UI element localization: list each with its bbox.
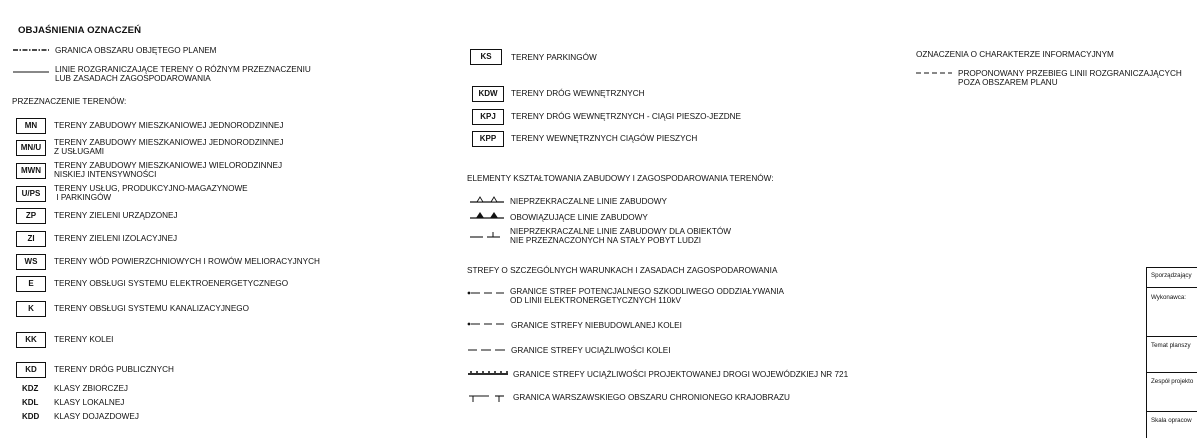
zone-label-landscape-area: GRANICA WARSZAWSKIEGO OBSZARU CHRONIONEGO KRAJOBRAZU <box>513 393 790 402</box>
road-class-code-kdz: KDZ <box>22 384 39 393</box>
land-use-label-kd: TERENY DRÓG PUBLICZNYCH <box>54 365 174 374</box>
building-elements-heading: ELEMENTY KSZTAŁTOWANIA ZABUDOWY I ZAGOSPODAROWANIA TERENÓW: <box>467 174 774 183</box>
land-use-label-zi: TERENY ZIELENI IZOLACYJNEJ <box>54 234 178 243</box>
land-use-label-e: TERENY OBSŁUGI SYSTEMU ELEKTROENERGETYCZNEGO <box>54 279 289 288</box>
zone-label-railway-nuisance: GRANICE STREFY UCIĄŻLIWOŚCI KOLEI <box>511 346 671 355</box>
title-block-divider <box>1146 372 1197 373</box>
land-use-label-mwn: TERENY ZABUDOWY MIESZKANIOWEJ WIELORODZINNEJ NISKIEJ INTENSYWNOŚCI <box>54 161 283 180</box>
code-box-mwn: MWN <box>16 163 46 179</box>
zone-label-power-line: GRANICE STREF POTENCJALNEGO SZKODLIWEGO ODDZIAŁYWANIA OD LINII ELEKTRONERGETYCZNYCH 110kV <box>510 287 785 306</box>
land-use-label-k: TERENY OBSŁUGI SYSTEMU KANALIZACYJNEGO <box>54 304 250 313</box>
title-block-prepared-by: Sporządzający <box>1151 272 1192 279</box>
middle-label-kpp: TERENY WEWNĘTRZNYCH CIĄGÓW PIESZYCH <box>511 134 698 143</box>
title-block-contractor: Wykonawca: <box>1151 294 1187 301</box>
dividing-lines-label: LINIE ROZGRANICZAJĄCE TERENY O RÓŻNYM PRZEZNACZENIU LUB ZASADACH ZAGOSPODAROWANIA <box>55 65 311 84</box>
code-box-ws: WS <box>16 254 46 270</box>
code-box-mn: MN <box>16 118 46 134</box>
code-box-zp: ZP <box>16 208 46 224</box>
building-line-label-3: NIEPRZEKRACZALNE LINIE ZABUDOWY DLA OBIEKTÓW NIE PRZEZNACZONYCH NA STAŁY POBYT LUDZI <box>510 227 731 246</box>
land-use-label-mn: TERENY ZABUDOWY MIESZKANIOWEJ JEDNORODZINNEJ <box>54 121 284 130</box>
power-line-zone-symbol <box>467 290 505 296</box>
plan-boundary-label: GRANICA OBSZARU OBJĘTEGO PLANEM <box>55 46 217 55</box>
code-box-ks: KS <box>470 49 502 65</box>
land-use-label-zp: TERENY ZIELENI URZĄDZONEJ <box>54 211 178 220</box>
code-box-ups: U/PS <box>16 186 46 202</box>
road-class-label-kdd: KLASY DOJAZDOWEJ <box>54 412 139 421</box>
title-block-subject: Temat planszy <box>1151 342 1191 349</box>
title-block-scale: Skala opracow <box>1151 417 1192 424</box>
middle-label-kdw: TERENY DRÓG WEWNĘTRZNYCH <box>511 89 645 98</box>
mandatory-building-line-symbol <box>470 211 504 219</box>
code-box-k: K <box>16 301 46 317</box>
zone-label-railway-nonbuilding: GRANICE STREFY NIEBUDOWLANEJ KOLEI <box>511 321 682 330</box>
code-box-kd: KD <box>16 362 46 378</box>
railway-nuisance-zone-symbol <box>468 347 506 353</box>
code-box-kk: KK <box>16 332 46 348</box>
non-exceedable-building-line-symbol <box>470 195 504 203</box>
non-residential-building-line-symbol <box>470 231 504 239</box>
code-box-mnu: MN/U <box>16 140 46 156</box>
dividing-line-symbol <box>13 70 49 74</box>
landscape-area-boundary-symbol <box>469 394 505 403</box>
middle-label-ks: TERENY PARKINGÓW <box>511 53 597 62</box>
title-block-divider <box>1146 411 1197 412</box>
code-box-kpp: KPP <box>472 131 504 147</box>
land-use-label-mnu: TERENY ZABUDOWY MIESZKANIOWEJ JEDNORODZINNEJ Z USŁUGAMI <box>54 138 284 157</box>
title-block <box>1146 267 1197 438</box>
land-use-label-kk: TERENY KOLEI <box>54 335 114 344</box>
road-nuisance-zone-symbol <box>468 369 508 376</box>
code-box-kpj: KPJ <box>472 109 504 125</box>
zones-heading: STREFY O SZCZEGÓLNYCH WARUNKACH I ZASADACH ZAGOSPODAROWANIA <box>467 266 778 275</box>
building-line-label-1: NIEPRZEKRACZALNE LINIE ZABUDOWY <box>510 197 667 206</box>
info-heading: OZNACZENIA O CHARAKTERZE INFORMACYJNYM <box>916 50 1114 59</box>
zone-label-road-nuisance: GRANICE STREFY UCIĄŻLIWOŚCI PROJEKTOWANEJ DROGI WOJEWÓDZKIEJ NR 721 <box>513 370 849 379</box>
code-box-kdw: KDW <box>472 86 504 102</box>
road-class-label-kdz: KLASY ZBIORCZEJ <box>54 384 129 393</box>
title-block-divider <box>1146 287 1197 288</box>
road-class-label-kdl: KLASY LOKALNEJ <box>54 398 125 407</box>
land-use-label-ws: TERENY WÓD POWIERZCHNIOWYCH I ROWÓW MELIORACYJNYCH <box>54 257 320 266</box>
building-line-label-2: OBOWIĄZUJĄCE LINIE ZABUDOWY <box>510 213 648 222</box>
railway-nonbuilding-zone-symbol <box>467 321 505 327</box>
title-block-divider <box>1146 336 1197 337</box>
title-block-team: Zespół projekto <box>1151 378 1194 385</box>
middle-label-kpj: TERENY DRÓG WEWNĘTRZNYCH - CIĄGI PIESZO-JEZDNE <box>511 112 742 121</box>
proposed-line-label: PROPONOWANY PRZEBIEG LINII ROZGRANICZAJĄCYCH POZA OBSZAREM PLANU <box>958 69 1182 88</box>
road-class-code-kdl: KDL <box>22 398 39 407</box>
land-use-label-ups: TERENY USŁUG, PRODUKCYJNO-MAGAZYNOWE I PARKINGÓW <box>54 184 248 203</box>
proposed-line-symbol <box>916 71 952 75</box>
code-box-e: E <box>16 276 46 292</box>
legend-title: OBJAŚNIENIA OZNACZEŃ <box>18 25 142 36</box>
code-box-zi: ZI <box>16 231 46 247</box>
road-class-code-kdd: KDD <box>22 412 40 421</box>
land-use-heading: PRZEZNACZENIE TERENÓW: <box>12 97 127 106</box>
plan-boundary-symbol <box>13 47 49 53</box>
